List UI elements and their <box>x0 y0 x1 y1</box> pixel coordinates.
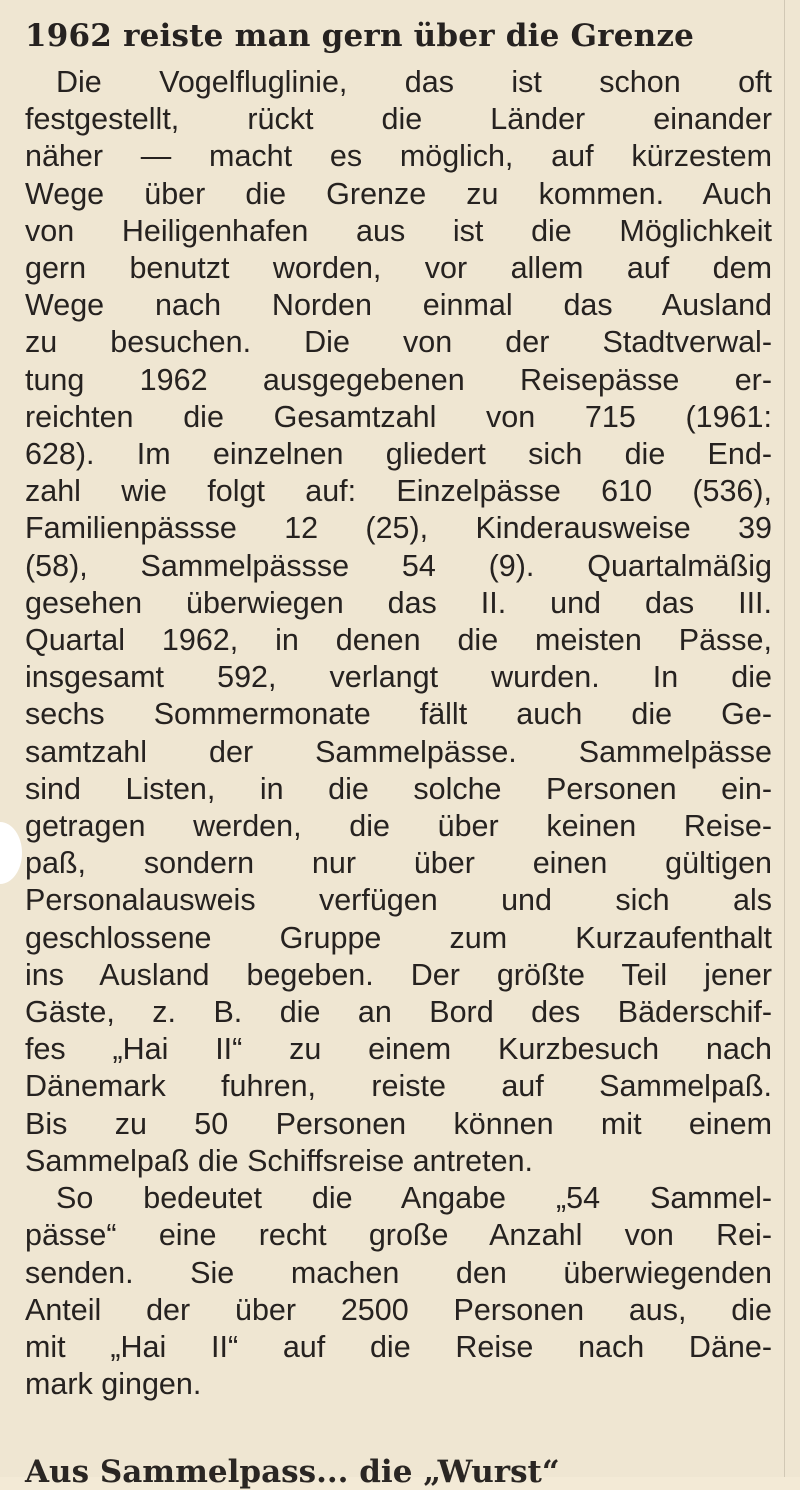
article-line: 628). Im einzelnen gliedert sich die End- <box>25 437 772 472</box>
article-line: Wege über die Grenze zu kommen. Auch <box>25 176 772 211</box>
article-line: Familienpässse 12 (25), Kinderausweise 39 <box>25 511 772 546</box>
article-paragraph <box>25 64 772 1180</box>
paper-edge-line <box>784 0 785 1477</box>
next-article-fragment: Aus Sammelpass... die „Wurst“ <box>25 1454 560 1490</box>
article-line: samtzahl der Sammelpässe. Sammelpässe <box>25 734 772 769</box>
article-line: Dänemark fuhren, reiste auf Sammelpaß. <box>25 1069 772 1104</box>
article-line: Die Vogelfluglinie, das ist schon oft <box>56 65 772 99</box>
article-headline: 1962 reiste man gern über die Grenze <box>25 18 695 54</box>
article-line: getragen werden, die über keinen Reise- <box>25 809 772 844</box>
article-line: Sammelpaß die Schiffsreise antreten. <box>25 1143 534 1178</box>
article-line: mark gingen. <box>25 1367 202 1402</box>
article-line: sind Listen, in die solche Personen ein- <box>25 771 772 806</box>
article-line: Gäste, z. B. die an Bord des Bäderschif- <box>25 995 772 1030</box>
article-line: gesehen überwiegen das II. und das III. <box>25 585 772 620</box>
article-line: paß, sondern nur über einen gültigen <box>25 846 772 881</box>
article-line: sechs Sommermonate fällt auch die Ge- <box>25 697 772 732</box>
article-line: tung 1962 ausgegebenen Reisepässe er- <box>25 362 772 397</box>
article-line: Wege nach Norden einmal das Ausland <box>25 288 772 323</box>
article-body <box>25 64 772 1403</box>
article-line: senden. Sie machen den überwiegenden <box>25 1255 772 1290</box>
article-line: reichten die Gesamtzahl von 715 (1961: <box>25 399 772 434</box>
article-line: Bis zu 50 Personen können mit einem <box>25 1106 772 1141</box>
article-line: zahl wie folgt auf: Einzelpässe 610 (536), <box>25 474 772 509</box>
article-paragraph <box>25 1180 772 1403</box>
article-line: mit „Hai II“ auf die Reise nach Däne- <box>25 1329 772 1364</box>
article-line: Quartal 1962, in denen die meisten Pässe, <box>25 623 772 658</box>
article-line: Personalausweis verfügen und sich als <box>25 883 772 918</box>
article-line: So bedeutet die Angabe „54 Sammel- <box>56 1181 772 1216</box>
article-line: festgestellt, rückt die Länder einander <box>25 102 772 137</box>
article-line: ins Ausland begeben. Der größte Teil jener <box>25 957 772 992</box>
article-line: pässe“ eine recht große Anzahl von Rei- <box>25 1218 772 1253</box>
article-line: Anteil der über 2500 Personen aus, die <box>25 1292 772 1327</box>
article-line: insgesamt 592, verlangt wurden. In die <box>25 660 772 695</box>
article-line: (58), Sammelpässse 54 (9). Quartalmäßig <box>25 548 772 583</box>
article-line: von Heiligenhafen aus ist die Möglichkeit <box>25 213 772 248</box>
article-line: gern benutzt worden, vor allem auf dem <box>25 251 772 286</box>
article-line: geschlossene Gruppe zum Kurzaufenthalt <box>25 920 772 955</box>
article-line: zu besuchen. Die von der Stadtverwal- <box>25 325 772 360</box>
article-line: fes „Hai II“ zu einem Kurzbesuch nach <box>25 1032 772 1067</box>
article-line: näher — macht es möglich, auf kürzestem <box>25 139 772 174</box>
